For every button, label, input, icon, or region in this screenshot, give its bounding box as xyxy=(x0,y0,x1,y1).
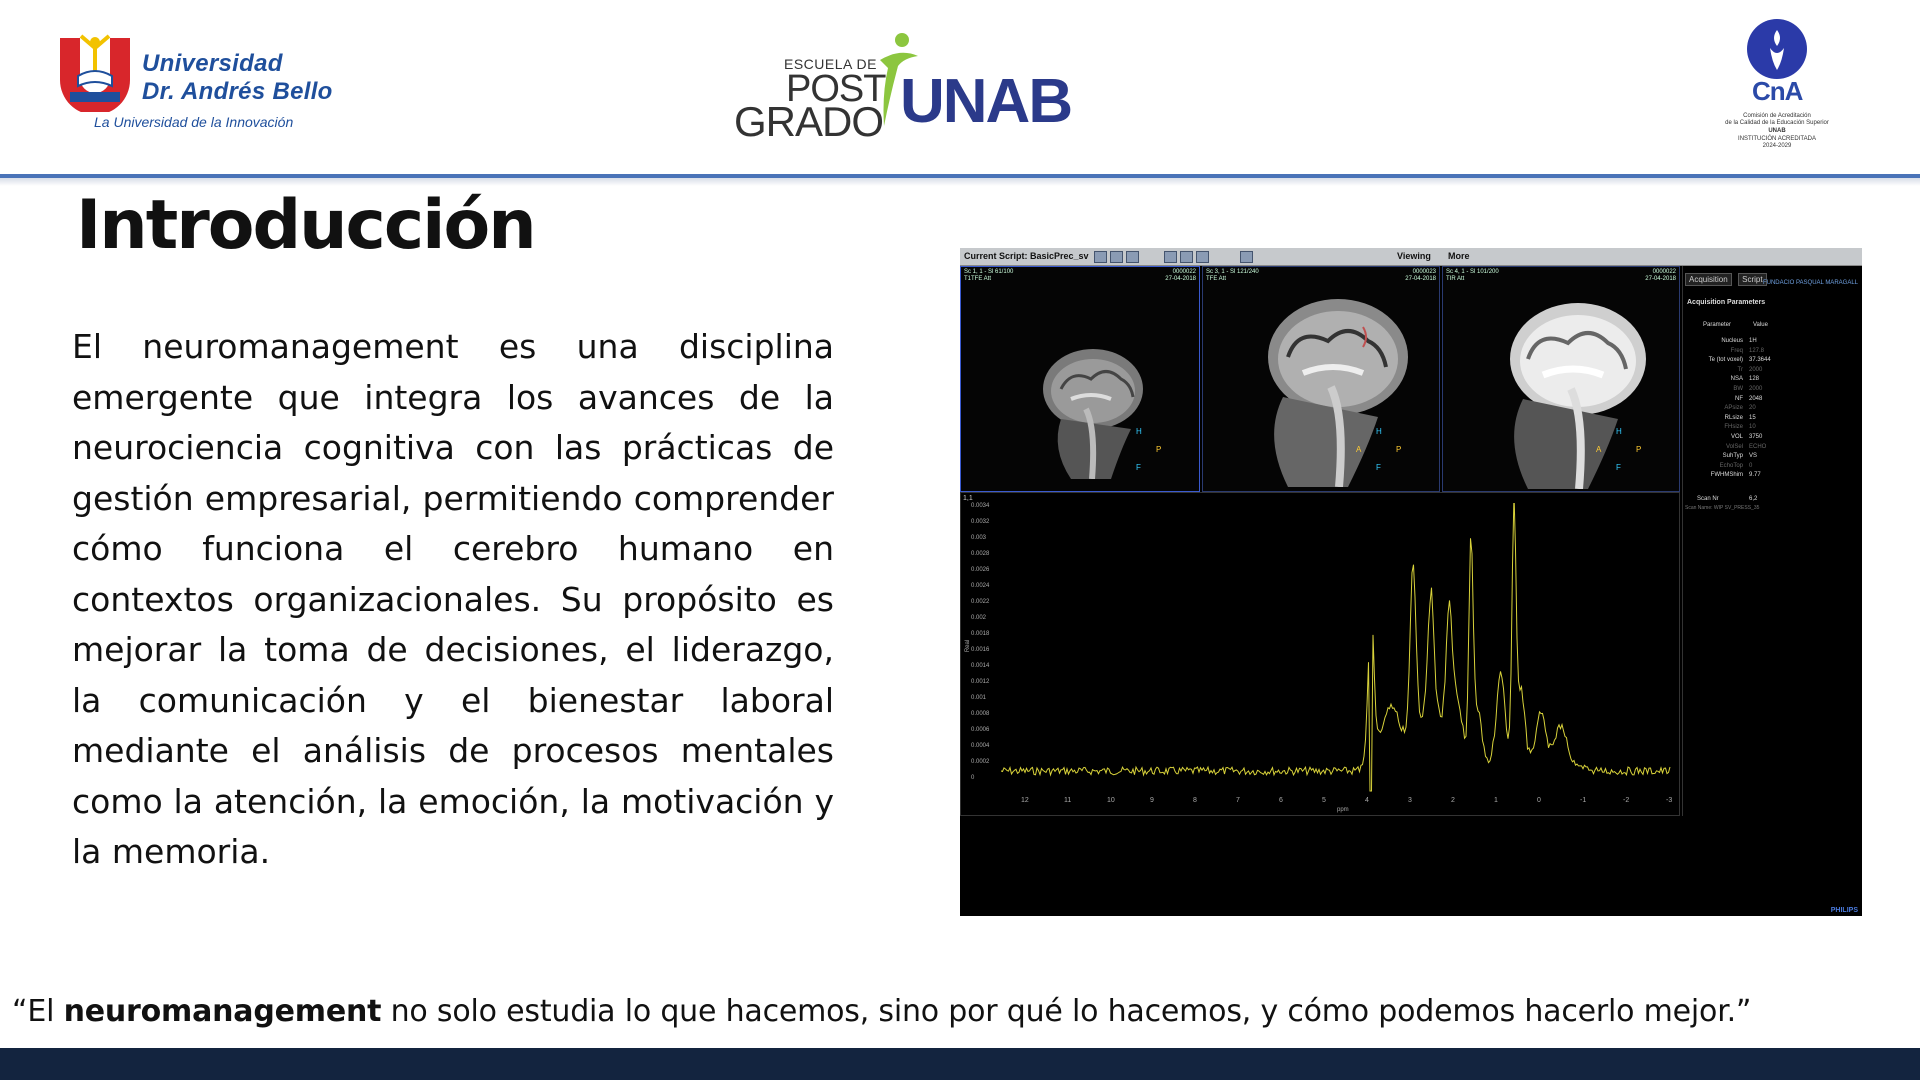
footer-bar xyxy=(0,1048,1920,1080)
parameter-name: VOL xyxy=(1730,434,1743,440)
parameter-name: NF xyxy=(1735,395,1743,402)
mr-bottom-area xyxy=(960,816,1862,916)
spectrum-x-tick: 10 xyxy=(1107,797,1115,804)
parameter-value: 20 xyxy=(1749,405,1756,412)
tab-script: Script xyxy=(1738,273,1766,286)
parameter-value: ECHO xyxy=(1749,443,1767,450)
parameter-value: 0 xyxy=(1749,462,1753,469)
acquisition-parameters-header: Acquisition Parameters xyxy=(1687,299,1766,306)
cna-line4: INSTITUCIÓN ACREDITADA xyxy=(1738,136,1816,142)
orientation-h: H xyxy=(1136,427,1142,436)
spectrum-y-tick: 0.0024 xyxy=(971,583,990,589)
spectrum-x-tick: 5 xyxy=(1322,797,1326,804)
parameter-name: SuhTyp xyxy=(1722,453,1743,460)
spectrum-y-tick: 0.0004 xyxy=(971,743,990,749)
parameter-value: 10 xyxy=(1749,424,1756,431)
philips-brand: PHILIPS xyxy=(1830,907,1858,914)
mr-toolbar-button-icon xyxy=(1094,251,1107,263)
mri-view-2-label: Sc 3, 1 - Sl 121/240 xyxy=(1206,269,1259,275)
mr-viewing-menu: Viewing xyxy=(1397,251,1431,261)
mri-view-3-id: 0000022 xyxy=(1652,269,1676,275)
cna-acronym: CnA xyxy=(1752,76,1803,106)
mri-view-1-id: 0000022 xyxy=(1172,269,1196,275)
mri-view-1-sub: T1TFE Att xyxy=(964,276,992,282)
spectrum-y-tick: 0.0034 xyxy=(971,503,990,509)
parameter-value: 37.3644 xyxy=(1749,357,1771,364)
spectrum-y-tick: 0.0006 xyxy=(971,727,990,733)
cna-line2: de la Calidad de la Educación Superior xyxy=(1725,120,1829,126)
spectrum-y-tick: 0.0026 xyxy=(971,567,990,573)
parameter-name: FWHMShim xyxy=(1710,472,1743,479)
parameter-name: Tr xyxy=(1737,366,1743,373)
unab-shield-icon xyxy=(56,32,134,112)
mri-views xyxy=(960,266,1680,492)
logo-unab-text: UNAB xyxy=(900,67,1072,136)
spectrum-y-tick: 0.002 xyxy=(971,615,987,621)
parameter-name: APsize xyxy=(1724,405,1743,412)
spectrum-trace xyxy=(1001,503,1671,793)
spectrum-y-tick: 0.0016 xyxy=(971,647,990,653)
orientation-a: A xyxy=(1356,445,1362,454)
parameter-name: RLsize xyxy=(1724,414,1743,421)
spectrum-y-tick: 0.0028 xyxy=(971,551,990,557)
orientation-f: F xyxy=(1136,463,1141,472)
parameter-row xyxy=(1683,415,1863,424)
mr-toolbar-button-icon xyxy=(1126,251,1139,263)
spectrum-x-tick: 4 xyxy=(1365,797,1369,804)
spectrum-x-tick: -1 xyxy=(1580,797,1587,804)
parameter-value: 2000 xyxy=(1749,386,1763,392)
cna-torch-emblem-icon xyxy=(1746,18,1808,80)
parameter-row xyxy=(1683,424,1863,433)
spectrum-y-tick: 0.0032 xyxy=(971,519,990,525)
parameter-row xyxy=(1683,357,1863,366)
parameter-name: VolSel xyxy=(1725,443,1743,450)
parameter-name: BW xyxy=(1733,386,1743,392)
parameter-row xyxy=(1683,367,1863,376)
orientation-p: P xyxy=(1156,445,1162,454)
logo-grado-text: GRADO xyxy=(734,98,884,145)
quote-rest: no solo estudia lo que hacemos, sino por qué lo hacemos, y cómo podemos hacerlo mejor.” xyxy=(381,994,1752,1029)
spectrum-x-label: ppm xyxy=(1337,807,1349,813)
spectrum-line xyxy=(1001,503,1670,791)
quote-open: “El xyxy=(12,994,64,1029)
mri-view-2-sub: TFE Att xyxy=(1206,276,1227,282)
spectrum-plot xyxy=(960,492,1680,816)
spectrum-x-tick: 9 xyxy=(1150,797,1154,804)
spectrum-y-tick: 0.0002 xyxy=(971,759,990,765)
parameter-name: Nucleus xyxy=(1721,338,1743,344)
logo-escuela-text: ESCUELA DE xyxy=(784,56,877,72)
spectrum-corner-label: 1,1 xyxy=(963,495,973,502)
orientation-f: F xyxy=(1616,463,1621,472)
slide-header xyxy=(0,0,1920,176)
spectrum-y-label: Real xyxy=(965,639,972,653)
spectrum-y-tick: 0.0008 xyxy=(971,711,990,717)
spectrum-x-tick: 12 xyxy=(1021,797,1029,804)
parameter-value: VS xyxy=(1749,453,1758,460)
parameter-value: 1H xyxy=(1749,338,1757,344)
parameter-row xyxy=(1683,453,1863,462)
spectrum-x-tick: 1 xyxy=(1494,797,1498,804)
spectrum-x-tick: 6 xyxy=(1279,797,1283,804)
slide-body-text: El neuromanagement es una disciplina emergente que integra los avances de la neurociencia cognitiva con las prácticas de gestión empresarial, permitiendo comprender cómo funciona el cerebro humano en contextos organizacionales. Su propósito es mejorar la toma de decisiones, el liderazgo, la comunicación y el bienestar laboral mediante el análisis de procesos mentales como la atención, la emoción, la motivación y la memoria. xyxy=(72,327,834,871)
spectrum-y-tick: 0.0022 xyxy=(971,599,990,605)
mr-toolbar-button-icon xyxy=(1180,251,1193,263)
mr-toolbar xyxy=(960,248,1862,266)
spectrum-y-tick: 0.001 xyxy=(971,695,987,701)
spectrum-x-tick: 11 xyxy=(1064,797,1072,804)
parameter-row xyxy=(1683,444,1863,453)
university-name-line2: Dr. Andrés Bello xyxy=(142,78,333,105)
parameter-row xyxy=(1683,472,1863,481)
cna-line3: UNAB xyxy=(1768,128,1786,134)
mri-view-2-id: 0000023 xyxy=(1412,269,1436,275)
university-tagline: La Universidad de la Innovación xyxy=(94,114,294,130)
parameter-name: Freq xyxy=(1730,347,1743,354)
parameter-row xyxy=(1683,348,1863,357)
quote-emphasis: neuromanagement xyxy=(63,994,382,1029)
parameter-name: FHsize xyxy=(1724,424,1743,431)
column-value: Value xyxy=(1753,322,1768,328)
cna-line5: 2024-2029 xyxy=(1762,143,1792,149)
scan-name: Scan Name: WIP SV_PRESS_35 xyxy=(1685,505,1760,511)
parameter-row xyxy=(1683,463,1863,472)
panel-tabs xyxy=(1685,269,1769,287)
tab-acquisition: Acquisition xyxy=(1685,273,1732,286)
orientation-h: H xyxy=(1376,427,1382,436)
parameter-value: 2000 xyxy=(1749,366,1763,373)
mri-view-3 xyxy=(1442,266,1680,492)
spectrum-y-tick: 0.0018 xyxy=(971,631,990,637)
scan-nr-value: 6,2 xyxy=(1749,496,1758,502)
mr-spectroscopy-screenshot xyxy=(960,248,1862,916)
mri-view-1 xyxy=(960,266,1200,492)
parameter-value: 128 xyxy=(1749,376,1760,383)
spectrum-x-tick: -2 xyxy=(1623,797,1630,804)
mri-view-2-date: 27-04-2018 xyxy=(1405,276,1436,282)
sagittal-brain-image-large xyxy=(1243,287,1413,487)
mri-view-2 xyxy=(1202,266,1440,492)
universidad-andres-bello-logo xyxy=(56,28,356,138)
spectrum-x-tick: 8 xyxy=(1193,797,1197,804)
sagittal-brain-image-t1 xyxy=(1483,289,1653,489)
mri-view-1-date: 27-04-2018 xyxy=(1165,276,1196,282)
parameter-row xyxy=(1683,396,1863,405)
logo-post-text: POST xyxy=(786,68,886,110)
header-divider-shadow xyxy=(0,178,1920,186)
mri-view-1-label: Sc 1, 1 - Sl 61/100 xyxy=(964,269,1014,275)
parameter-value: 15 xyxy=(1749,414,1756,421)
parameter-name: EchoTop xyxy=(1719,462,1743,469)
spectrum-x-tick: 7 xyxy=(1236,797,1240,804)
mri-view-3-sub: TIR Att xyxy=(1446,276,1465,282)
parameter-row xyxy=(1683,386,1863,395)
spectrum-x-tick: 2 xyxy=(1451,797,1455,804)
institution-name: FUNDACIO PASQUAL MARAGALL xyxy=(1762,280,1858,286)
mri-view-3-date: 27-04-2018 xyxy=(1645,276,1676,282)
cna-line1: Comisión de Acreditación xyxy=(1743,113,1811,119)
slide-title: Introducción xyxy=(76,186,535,265)
parameter-row xyxy=(1683,405,1863,414)
mri-view-3-label: Sc 4, 1 - Sl 101/200 xyxy=(1446,269,1499,275)
column-parameter: Parameter xyxy=(1703,322,1732,328)
sagittal-brain-image-small xyxy=(1031,339,1151,479)
university-name-line1: Universidad xyxy=(142,50,283,77)
mr-toolbar-button-icon xyxy=(1196,251,1209,263)
mr-current-script: Current Script: BasicPrec_sv xyxy=(964,251,1089,261)
parameter-row xyxy=(1683,434,1863,443)
orientation-p: P xyxy=(1636,445,1642,454)
mr-more-menu: More xyxy=(1448,251,1470,261)
cna-accreditation-logo xyxy=(1712,14,1842,149)
spectrum-x-tick: -3 xyxy=(1666,797,1673,804)
parameter-name: Te (tot voxel) xyxy=(1708,357,1743,364)
scan-nr-label: Scan Nr xyxy=(1697,496,1719,502)
acquisition-parameters-panel xyxy=(1682,266,1862,816)
orientation-a: A xyxy=(1596,445,1602,454)
slide-quote xyxy=(12,994,1751,1029)
parameter-value: 3750 xyxy=(1749,434,1763,440)
spectrum-y-tick: 0.003 xyxy=(971,535,987,541)
mr-toolbar-button-icon xyxy=(1240,251,1253,263)
parameter-value: 9.77 xyxy=(1749,472,1761,479)
spectrum-y-tick: 0.0014 xyxy=(971,663,990,669)
orientation-f: F xyxy=(1376,463,1381,472)
parameter-value: 127.8 xyxy=(1749,347,1765,354)
mr-toolbar-button-icon xyxy=(1164,251,1177,263)
spectrum-x-tick: 0 xyxy=(1537,797,1541,804)
mr-toolbar-button-icon xyxy=(1110,251,1123,263)
parameter-value: 2048 xyxy=(1749,395,1763,402)
spectrum-x-tick: 3 xyxy=(1408,797,1412,804)
parameter-row xyxy=(1683,338,1863,347)
parameter-row xyxy=(1683,376,1863,385)
parameter-name: NSA xyxy=(1730,376,1743,383)
orientation-h: H xyxy=(1616,427,1622,436)
spectrum-y-tick: 0.0012 xyxy=(971,679,990,685)
escuela-postgrado-logo xyxy=(732,30,1092,145)
orientation-p: P xyxy=(1396,445,1402,454)
spectrum-y-tick: 0 xyxy=(971,775,975,781)
